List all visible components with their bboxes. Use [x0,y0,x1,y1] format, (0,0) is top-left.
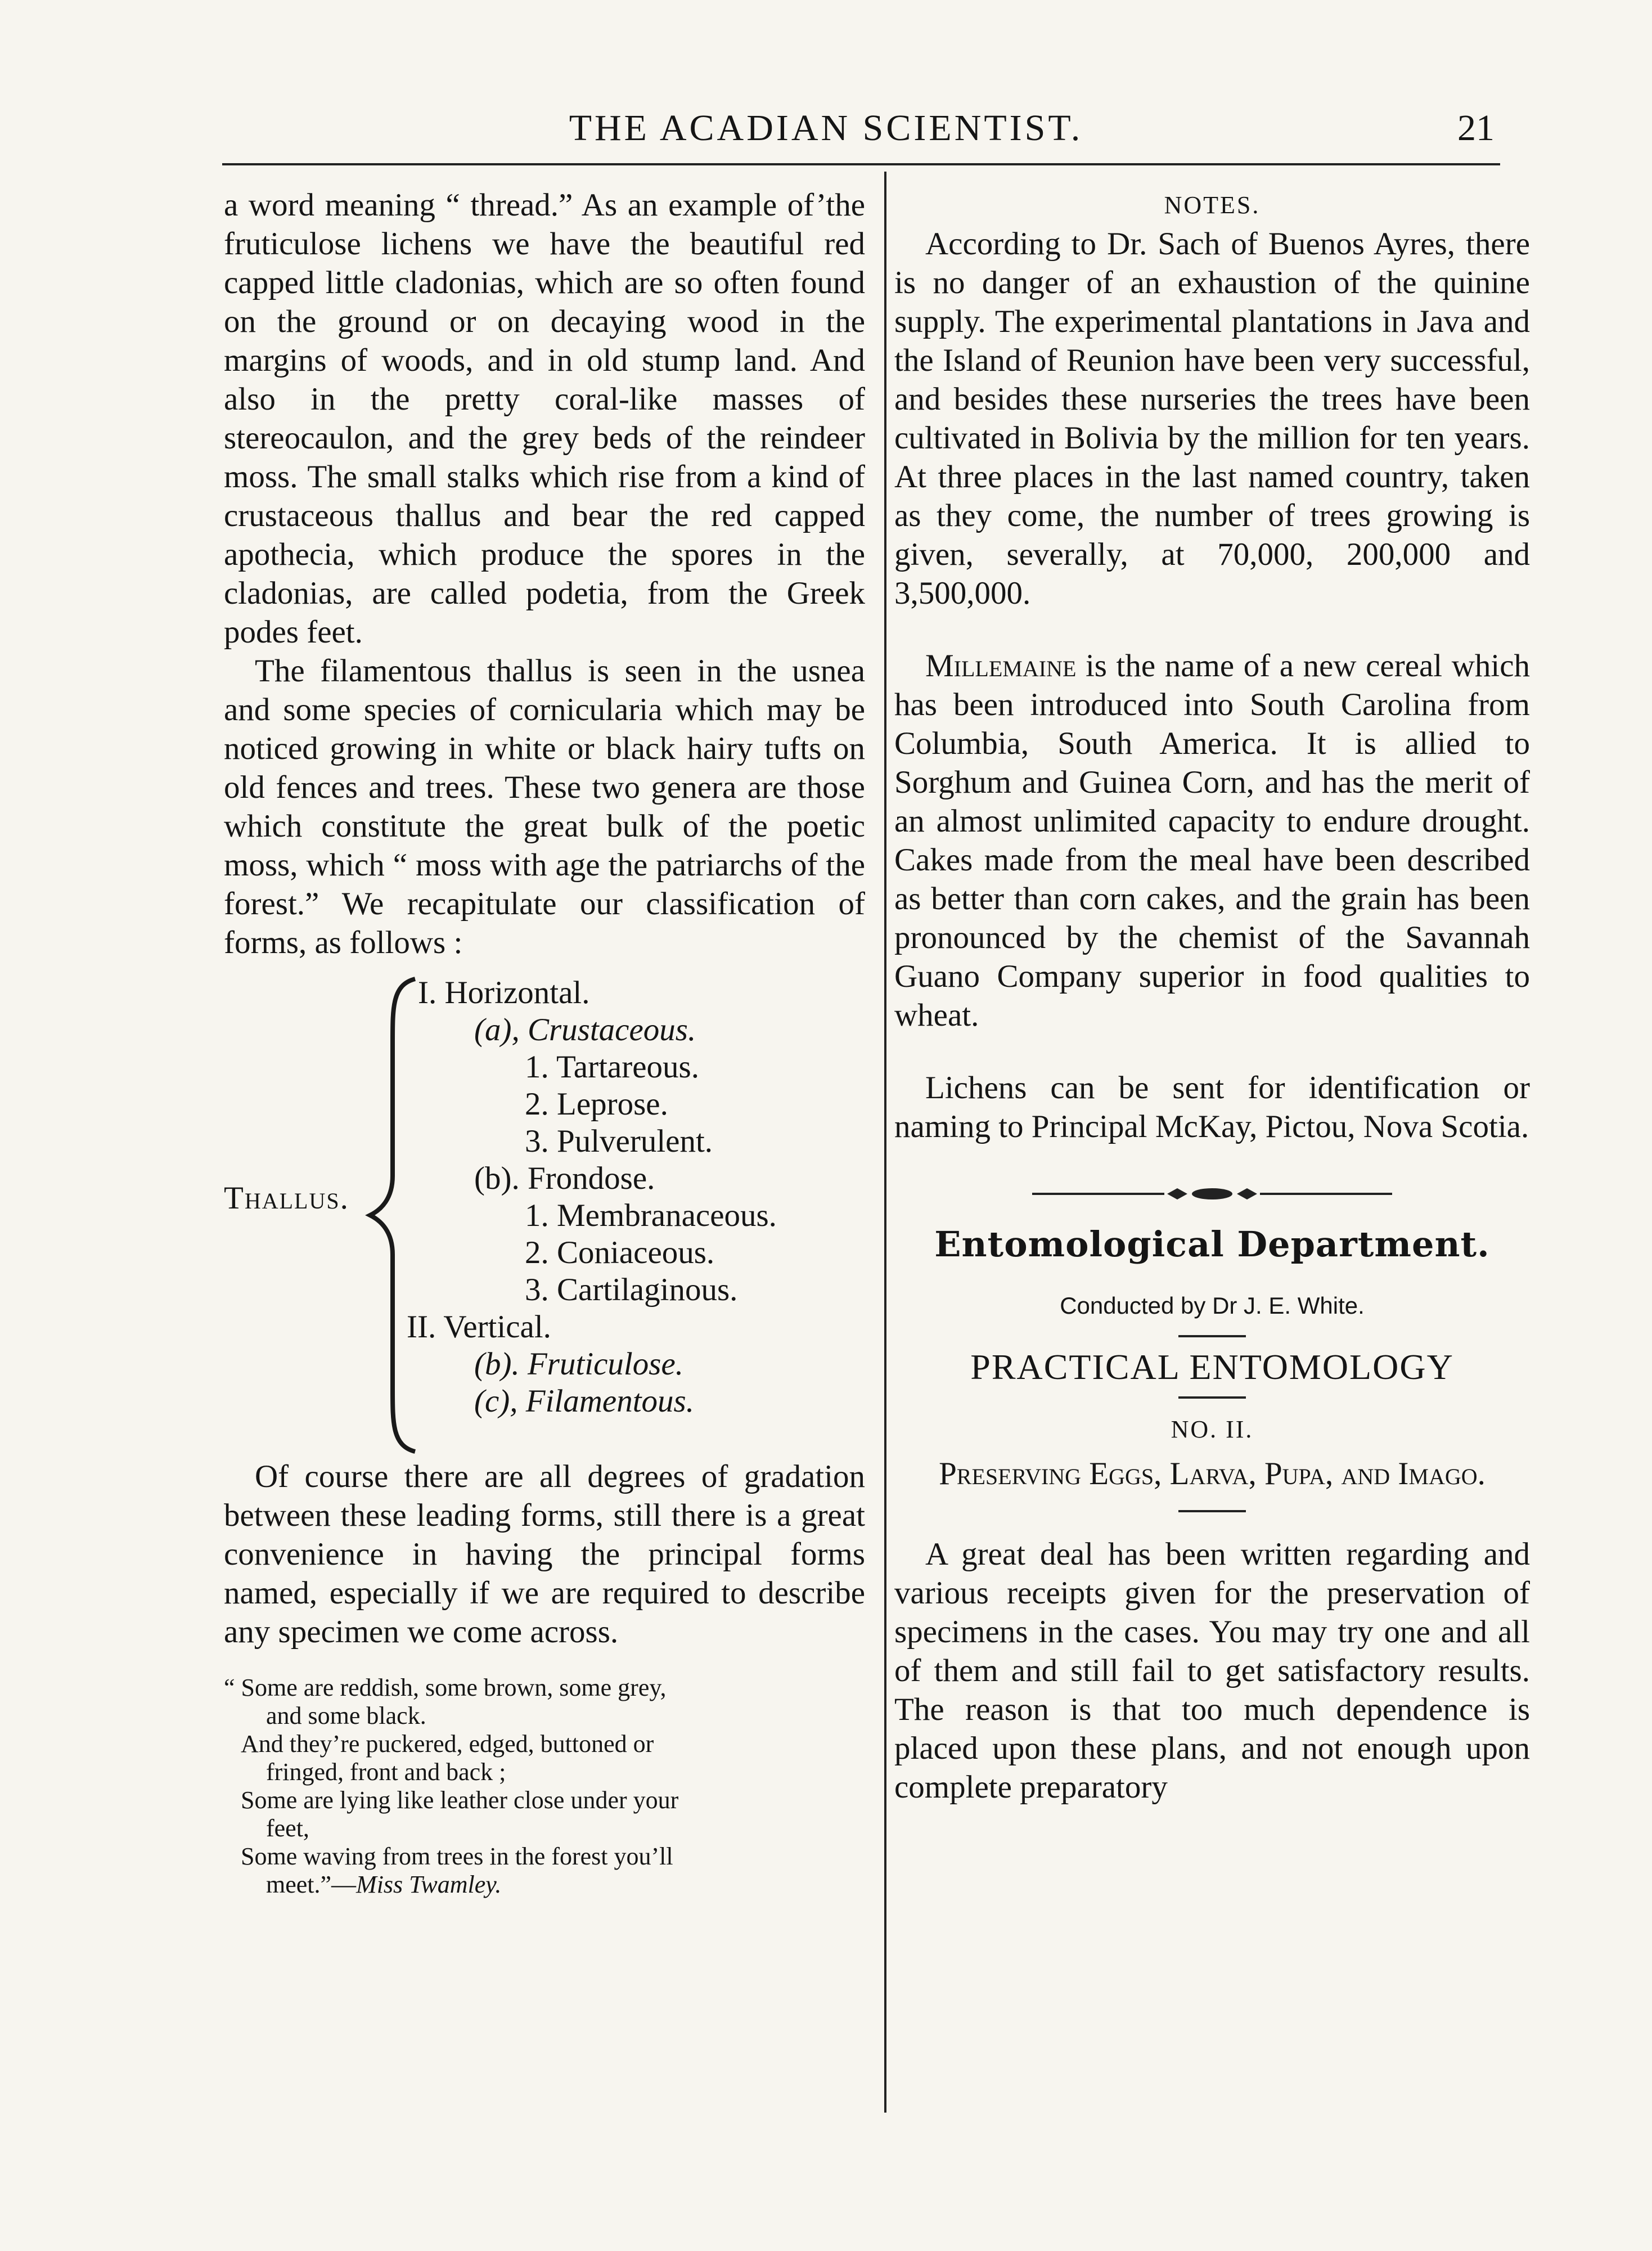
short-rule [1178,1396,1246,1399]
notes-heading: NOTES. [1164,191,1261,219]
poem-line: and some black. [266,1702,426,1729]
byline: Conducted by Dr J. E. White. [1060,1292,1365,1319]
class-vertical: II. Vertical. [407,1309,551,1345]
class-fruticulose: (b). Fruticulose. [474,1346,684,1382]
classification-root: Thallus. [224,1180,349,1216]
note-lichens: Lichens can be sent for identification or naming to Principal McKay, Pictou, Nova Scotia. [894,1070,1530,1144]
note-lead-word: Millemaine [925,648,1077,684]
class-leprose: 2. Leprose. [525,1086,668,1122]
poem-line: Some waving from trees in the forest you’ll [241,1843,673,1870]
poem-line: feet, [266,1814,309,1842]
left-column [224,186,865,1899]
poem-line: fringed, front and back ; [266,1758,506,1786]
class-frondose: (b). Frondose. [474,1161,655,1196]
class-filamentous: (c), Filamentous. [474,1383,694,1419]
poem-quote [224,1674,865,1899]
short-rule [1178,1510,1246,1512]
class-horizontal: I. Horizontal. [418,975,590,1010]
note-quinine: According to Dr. Sach of Buenos Ayres, there is no danger of an exhaustion of the quinine supply. The experimental plantations in Java and the Island of Reunion have been very successful, and besides these nurseries the trees have been cultivated in Bolivia by the million for ten years. At three places in the last named country, taken as they come, the number of trees growing is given, severally, at 70,000, 200,000 and 3,500,000. [894,226,1530,611]
poem-line: meet.”— [266,1871,357,1898]
note-millemaine [894,646,1530,1035]
section-title: PRACTICAL ENTOMOLOGY [970,1347,1454,1387]
ornament-divider [894,1185,1530,1202]
short-rule [1178,1335,1246,1337]
poem-line: And they’re puckered, edged, buttoned or [241,1730,654,1758]
header-rule [222,163,1500,165]
entomology-paragraph: A great deal has been written regarding and various receipts given for the preservation of specimens in the cases. You may try one and all of them and still fail to get satisfactory results. The reason is that too much dependence is placed upon these plans, and not enough upon complete preparatory [894,1536,1530,1805]
poem-line: Some are lying like leather close under your [241,1786,679,1814]
ornament-icon [1032,1185,1392,1202]
lichen-paragraph-1: a word meaning “ thread.” As an example of’the fruticulose lichens we have the beautiful red capped little cladonias, which are so often found on the ground or on decaying wood in the margins of woods, and in old stump land. And also in the pretty coral-like masses of stereocaulon, and the grey beds of the reindeer moss. The small stalks which rise from a kind of crustaceous thallus and bear the red capped apothecia, which produce the spores in the cladonias, are called podetia, from the Greek podes feet. [224,187,865,650]
lichen-paragraph-3: Of course there are all degrees of gradation between these leading forms, still there is a great convenience in having the principal forms named, especially if we are required to describe any specimen we come across. [224,1459,865,1650]
lichen-paragraph-2: The filamentous thallus is seen in the usnea and some species of cornicularia which may be noticed growing in white or black hairy tufts on old fences and trees. These two genera are those which constitute the great bulk of the poetic moss, which “ moss with age the patriarchs of the forest.” We recapitulate our classification of forms, as follows : [224,653,865,960]
class-membranaceous: 1. Membranaceous. [525,1198,777,1233]
class-pulverulent: 3. Pulverulent. [525,1124,713,1159]
note-millemaine-text: is the name of a new cereal which has been introduced into South Carolina from Columbia, South America. It is allied to Sorghum and Guinea Corn, and has the merit of an almost unlimited capacity to endure drought. Cakes made from the meal have been described as better than corn cakes, and the grain has been pronounced by the chemist of the Savannah Guano Company superior in food qualities to wheat. [894,648,1530,1033]
running-title: THE ACADIAN SCIENTIST. [569,107,1083,149]
poem-line: “ Some are reddish, some brown, some grey, [224,1674,667,1701]
poem-attribution: Miss Twamley. [356,1871,502,1898]
class-cartilaginous: 3. Cartilaginous. [525,1272,738,1308]
class-tartareous: 1. Tartareous. [525,1049,699,1085]
classification-table [224,973,865,1457]
department-title: Entomological Department. [934,1224,1490,1265]
subsection-title: Preserving Eggs, Larva, Pupa, and Imago. [939,1456,1486,1491]
class-coniaceous: 2. Coniaceous. [525,1235,715,1270]
right-column [872,186,1530,1807]
page-number: 21 [1457,107,1495,149]
section-number: NO. II. [1171,1416,1254,1443]
brace-icon [364,973,421,1457]
class-crustaceous: (a), Crustaceous. [474,1012,696,1048]
